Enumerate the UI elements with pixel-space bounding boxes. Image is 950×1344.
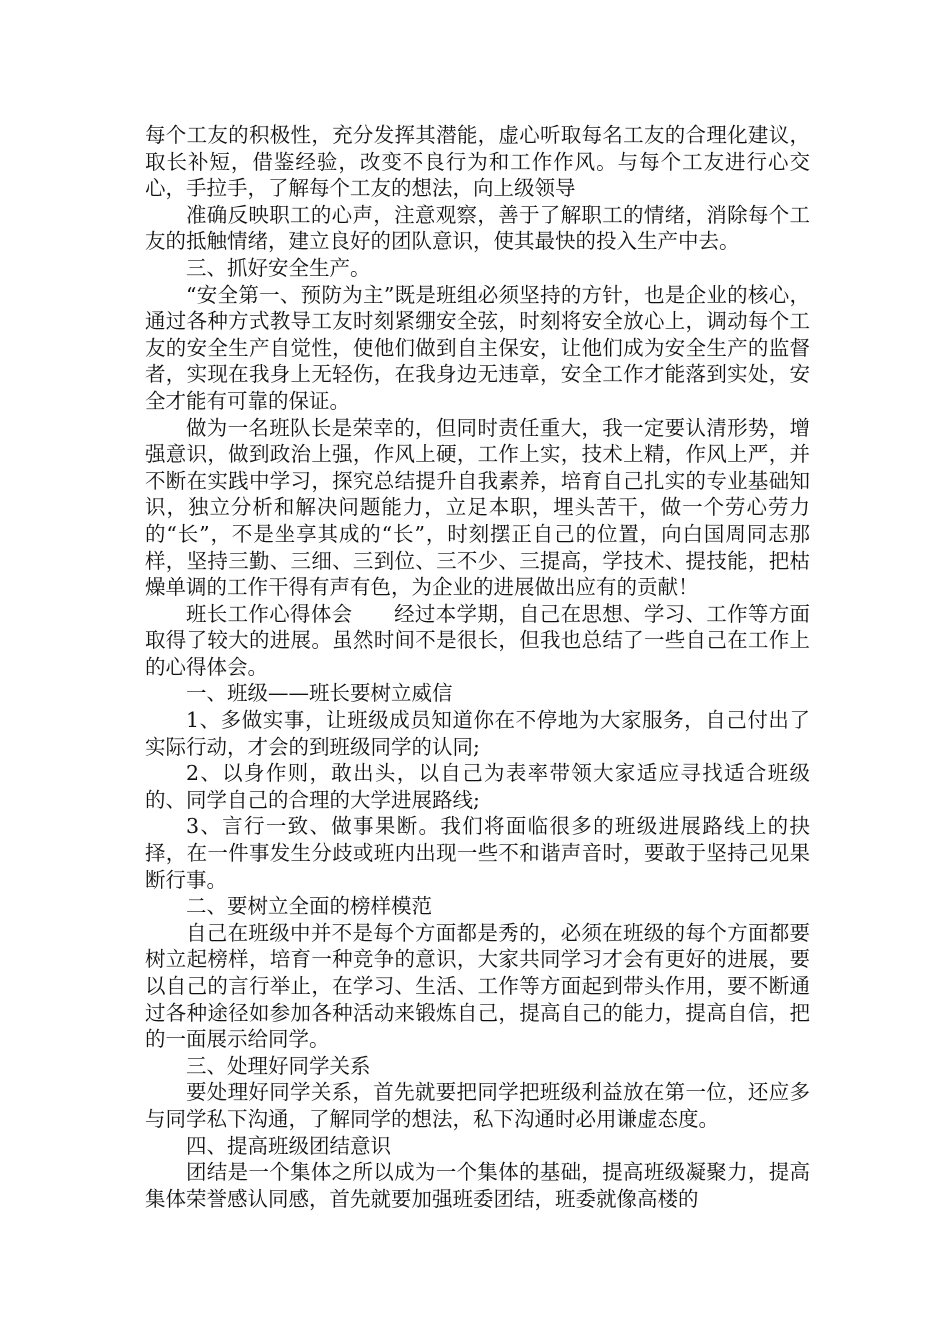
list-item: 3、言行一致、做事果断。我们将面临很多的班级进展路线上的抉择，在一件事发生分歧或班内出现一些不和谐声音时，要敢于坚持己见果断行事。 [145,814,810,892]
section-heading: 一、班级——班长要树立威信 [186,681,453,706]
list-item: 2、以身作则，敢出头，以自己为表率带领大家适应寻找适合班级的、同学自己的合理的大学进展路线; [145,761,810,812]
list-item: 1、多做实事，让班级成员知道你在不停地为大家服务，自己付出了实际行动，才会的到班级同学的认同; [145,708,810,759]
document-body [145,122,810,1212]
paragraph: 要处理好同学关系，首先就要把同学把班级利益放在第一位，还应多与同学私下沟通，了解同学的想法，私下沟通时必用谦虚态度。 [145,1080,810,1131]
section-heading: 三、处理好同学关系 [186,1053,371,1078]
paragraph: “安全第一、预防为主”既是班组必须坚持的方针，也是企业的核心，通过各种方式教导工友时刻紧绷安全弦，时刻将安全放心上，调动每个工友的安全生产自觉性，使他们做到自主保安，让他们成为安全生产的监督者，实现在我身上无轻伤，在我身边无违章，安全工作才能落到实处，安全才能有可靠的保证。 [145,282,810,413]
section-heading: 三、抓好安全生产。 [186,255,371,280]
paragraph: 团结是一个集体之所以成为一个集体的基础，提高班级凝聚力，提高集体荣誉感认同感，首先就要加强班委团结，班委就像高楼的 [145,1160,810,1211]
section-heading: 二、要树立全面的榜样模范 [186,894,432,919]
paragraph: 班长工作心得体会 经过本学期，自己在思想、学习、工作等方面取得了较大的进展。虽然时间不是很长，但我也总结了一些自己在工作上的心得体会。 [145,601,810,679]
paragraph: 自己在班级中并不是每个方面都是秀的，必须在班级的每个方面都要树立起榜样，培育一种竞争的意识，大家共同学习才会有更好的进展，要以自己的言行举止，在学习、生活、工作等方面起到带头作用，要不断通过各种途径如参加各种活动来锻炼自己，提高自己的能力，提高自信，把的一面展示给同学。 [145,920,810,1052]
paragraph: 准确反映职工的心声，注意观察，善于了解职工的情绪，消除每个工友的抵触情绪，建立良好的团队意识，使其最快的投入生产中去。 [145,202,810,254]
paragraph: 做为一名班队长是荣幸的，但同时责任重大，我一定要认清形势，增强意识，做到政治上强，作风上硬，工作上实，技术上精，作风上严，并不断在实践中学习，探究总结提升自我素养，培育自己扎实的专业基础知识，独立分析和解决问题能力，立足本职，埋头苦干，做一个劳心劳力的“长”，不是坐享其成的“长”，时刻摆正自己的位置，向白国周同志那样，坚持三勤、三细、三到位、三不少、三提高，学技术、提技能，把枯燥单调的工作干得有声有色，为企业的进展做出应有的贡献！ [145,415,810,600]
paragraph: 每个工友的积极性，充分发挥其潜能，虚心听取每名工友的合理化建议，取长补短，借鉴经验，改变不良行为和工作作风。与每个工友进行心交心，手拉手，了解每个工友的想法，向上级领导 [145,123,810,201]
section-heading: 四、提高班级团结意识 [186,1133,391,1158]
